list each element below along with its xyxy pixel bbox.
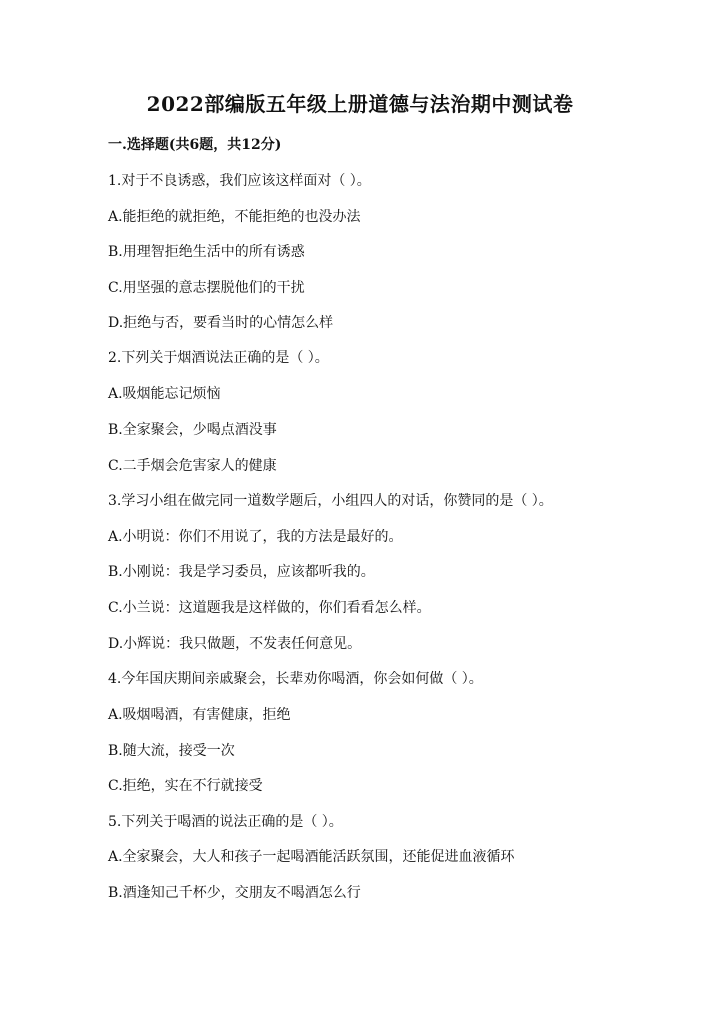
question-1-option-a: A.能拒绝的就拒绝，不能拒绝的也没办法 <box>108 209 361 225</box>
question-3-option-a: A.小明说：你们不用说了，我的方法是最好的。 <box>108 529 403 545</box>
question-1-option-b: B.用理智拒绝生活中的所有诱惑 <box>108 244 305 260</box>
question-4: 4.今年国庆期间亲戚聚会，长辈劝你喝酒，你会如何做（ ）。 <box>108 671 483 687</box>
question-1: 1.对于不良诱惑，我们应该这样面对（ ）。 <box>108 173 371 189</box>
section-heading: 一.选择题(共6题，共12分) <box>108 137 282 153</box>
question-2-option-a: A.吸烟能忘记烦恼 <box>108 386 221 402</box>
question-4-option-c: C.拒绝，实在不行就接受 <box>108 778 263 794</box>
question-2-option-b: B.全家聚会，少喝点酒没事 <box>108 422 277 438</box>
question-3-option-c: C.小兰说：这道题我是这样做的，你们看看怎么样。 <box>108 600 431 616</box>
question-2: 2.下列关于烟酒说法正确的是（ ）。 <box>108 350 329 366</box>
question-2-option-c: C.二手烟会危害家人的健康 <box>108 458 277 474</box>
question-4-option-b: B.随大流，接受一次 <box>108 743 235 759</box>
question-5: 5.下列关于喝酒的说法正确的是（ ）。 <box>108 814 343 830</box>
question-5-option-b: B.酒逢知己千杯少，交朋友不喝酒怎么行 <box>108 885 361 901</box>
question-1-option-c: C.用坚强的意志摆脱他们的干扰 <box>108 280 305 296</box>
question-3: 3.学习小组在做完同一道数学题后，小组四人的对话，你赞同的是（ ）。 <box>108 493 553 509</box>
question-3-option-d: D.小辉说：我只做题，不发表任何意见。 <box>108 636 362 652</box>
page-title: 2022部编版五年级上册道德与法治期中测试卷 <box>146 92 574 116</box>
question-3-option-b: B.小刚说：我是学习委员，应该都听我的。 <box>108 564 375 580</box>
question-4-option-a: A.吸烟喝酒，有害健康，拒绝 <box>108 707 291 723</box>
question-1-option-d: D.拒绝与否，要看当时的心情怎么样 <box>108 315 334 331</box>
question-5-option-a: A.全家聚会，大人和孩子一起喝酒能活跃氛围，还能促进血液循环 <box>108 849 515 865</box>
